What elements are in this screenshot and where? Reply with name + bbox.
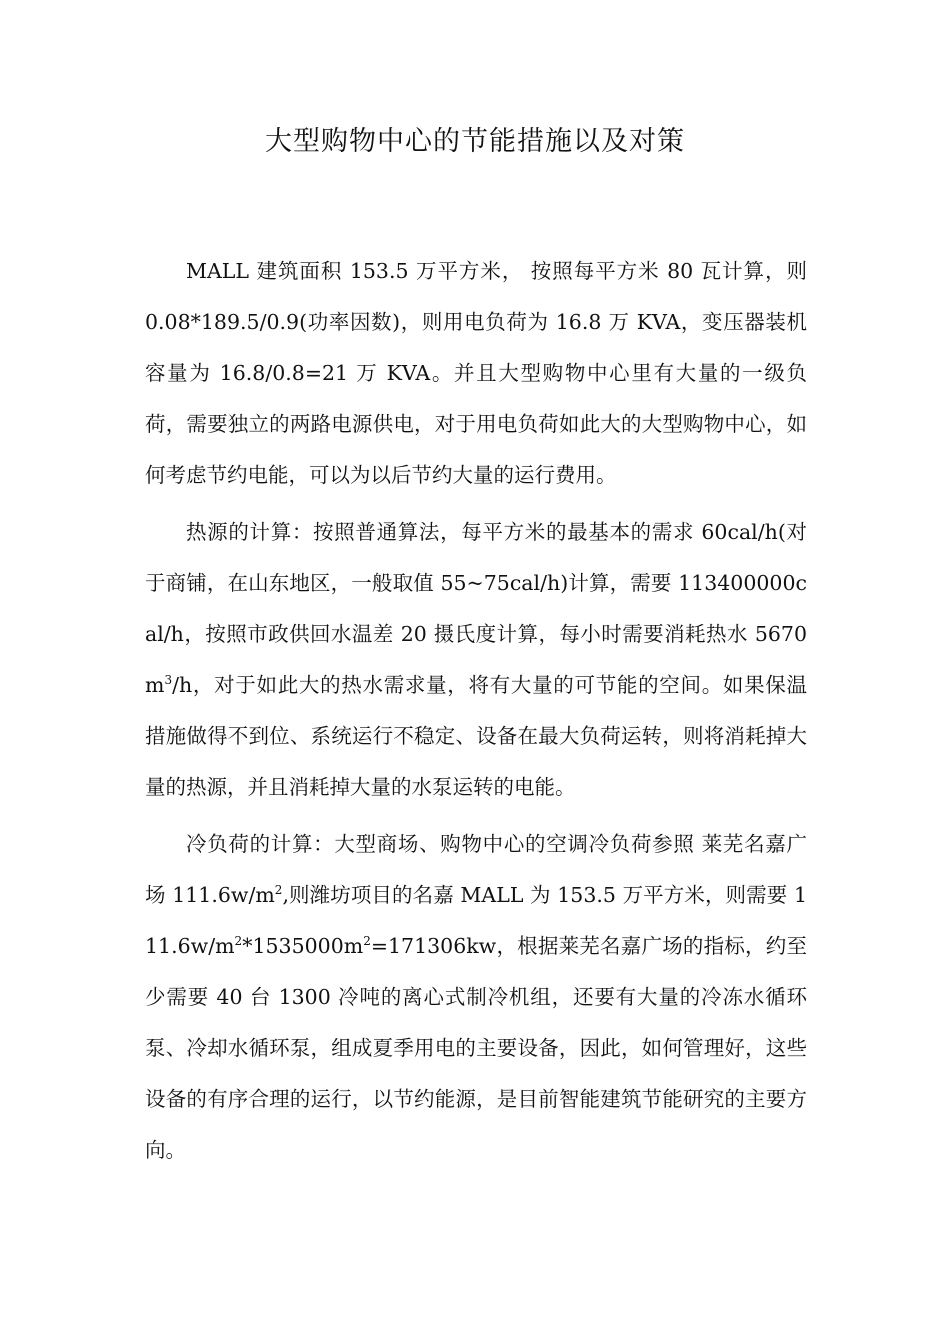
paragraph-heat-source [145,507,807,813]
paragraph-text: 冷负荷的计算：大型商场、购物中心的空调冷负荷参照 莱芜名嘉广场 111.6w/m [145,832,807,907]
paragraph-text: =171306kw，根据莱芜名嘉广场的指标，约至少需要 40 台 1300 冷吨的离心式制冷机组，还要有大量的冷冻水循环泵、冷却水循环泵，组成夏季用电的主要设备，因此，如何管理好，这些设备的有序合理的运行，以节约能源，是目前智能建筑节能研究的主要方向。 [145,934,807,1162]
document-title: 大型购物中心的节能措施以及对策 [265,126,685,157]
paragraph-text: MALL 建筑面积 153.5 万平方米， 按照每平方米 80 瓦计算，则 0.08*189.5/0.9(功率因数)，则用电负荷为 16.8 万 KVA，变压器装机容量为 16.8/0.8=21 万 KVA。并且大型购物中心里有大量的一级负荷，需要独立的两路电源供电，对于用电负荷如此大的大型购物中心，如何考虑节约电能，可以为以后节约大量的运行费用。 [145,259,807,487]
paragraph-cooling-load [145,819,807,1176]
paragraph-power-load [145,246,807,501]
superscript: 2 [234,934,243,948]
superscript: 3 [164,673,173,687]
paragraph-text: ,则潍坊项目的名嘉 MALL 为 153.5 万平方米，则需要 111.6w/m [145,883,807,958]
paragraph-text: 热源的计算：按照普通算法，每平方米的最基本的需求 60cal/h(对于商铺，在山东地区，一般取值 55~75cal/h)计算，需要 113400000cal/h，按照市政供回水温差 20 摄氏度计算，每小时需要消耗热水 5670m [145,520,807,697]
paragraph-text: /h，对于如此大的热水需求量，将有大量的可节能的空间。如果保温措施做得不到位、系统运行不稳定、设备在最大负荷运转，则将消耗掉大量的热源，并且消耗掉大量的水泵运转的电能。 [145,673,807,799]
superscript: 2 [274,883,283,897]
superscript: 2 [363,934,371,948]
document-body [145,246,807,1182]
paragraph-text: *1535000m [242,934,364,958]
